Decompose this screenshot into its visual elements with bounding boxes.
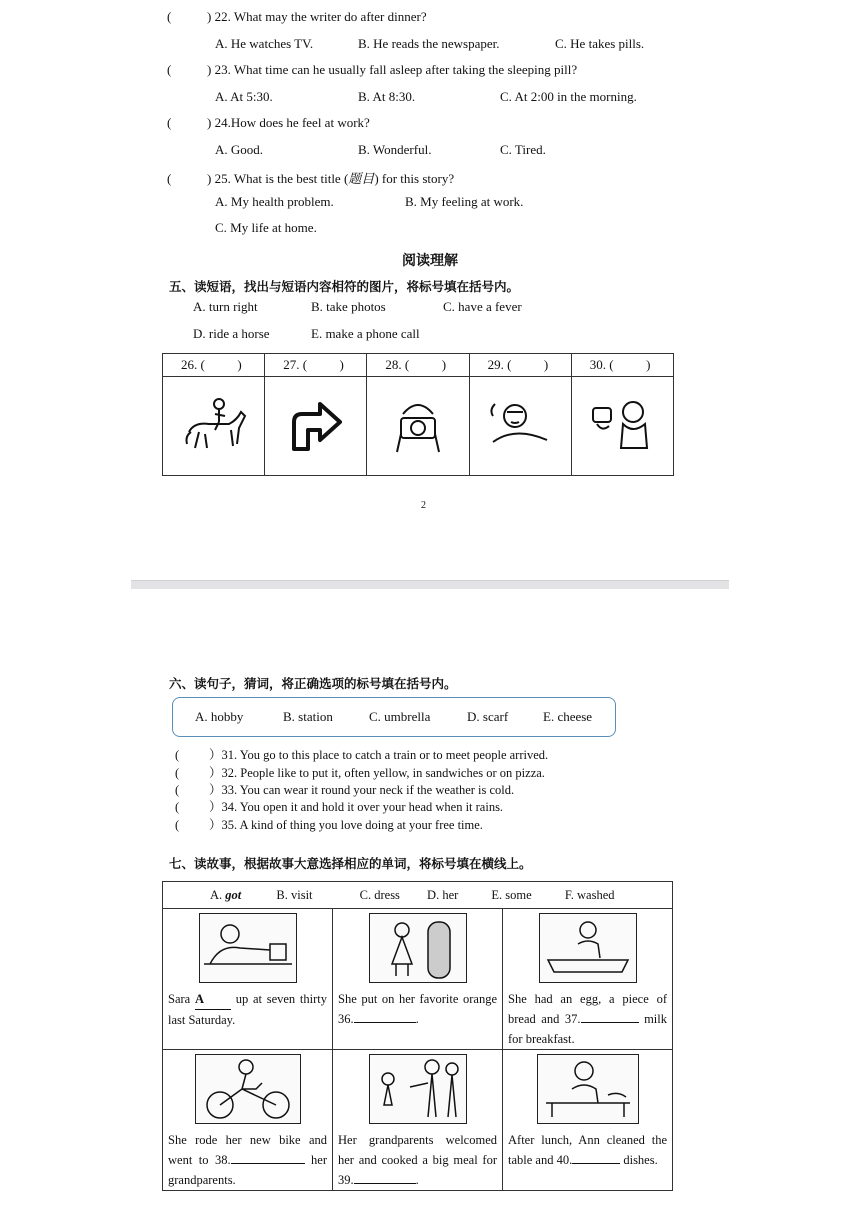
- story-table: [162, 881, 673, 1191]
- answer-blank-example: A: [195, 989, 231, 1010]
- word-option-a: A. hobby: [195, 709, 244, 724]
- horse-rider-image: [163, 377, 265, 476]
- sick-child-image: [469, 377, 571, 476]
- story-word-d: D. her: [427, 887, 459, 902]
- grandparents-image: [369, 1054, 467, 1124]
- question-32: ( ）32. People like to put it, often yellow, in sandwiches or on pizza.: [175, 766, 545, 780]
- word-option-e: E. cheese: [543, 709, 593, 724]
- reading-title: 阅读理解: [402, 253, 458, 269]
- girl-washing-image: [537, 1054, 639, 1124]
- girl-breakfast-image: [539, 913, 637, 983]
- story-cell-5: Her grandparents welcomed her and cooked a big meal for 39. .: [333, 1050, 503, 1191]
- phrase-c: C. have a fever: [443, 299, 522, 314]
- story-cell-4: She rode her new bike and went to 38. her grandparents.: [163, 1050, 333, 1191]
- section-6-heading: 六、读句子，猜词，将正确选项的标号填在括号内。: [169, 676, 457, 691]
- turn-right-arrow-image: [265, 377, 367, 476]
- answer-blank-36[interactable]: [354, 1022, 416, 1023]
- q23-option-b: B. At 8:30.: [358, 89, 416, 104]
- page-divider: [131, 580, 729, 589]
- question-23: ( ) 23. What time can he usually fall asleep after taking the sleeping pill?: [167, 62, 578, 77]
- word-bank-box: [172, 697, 616, 737]
- phrase-b: B. take photos: [311, 299, 386, 314]
- answer-blank-39[interactable]: [354, 1183, 416, 1184]
- word-option-c: C. umbrella: [369, 709, 431, 724]
- question-31: ( ）31. You go to this place to catch a train or to meet people arrived.: [175, 748, 549, 762]
- q25-option-c: C. My life at home.: [215, 220, 317, 235]
- story-word-f: F. washed: [564, 887, 615, 902]
- q22-option-b: B. He reads the newspaper.: [358, 36, 500, 51]
- q22-option-a: A. He watches TV.: [215, 36, 314, 51]
- phrase-a: A. turn right: [193, 299, 258, 314]
- q24-option-c: C. Tired.: [500, 142, 546, 157]
- page-number: 2: [421, 500, 426, 511]
- section-5-heading: 五、读短语，找出与短语内容相符的图片，将标号填在括号内。: [169, 279, 520, 294]
- word-option-d: D. scarf: [467, 709, 509, 724]
- q24-option-b: B. Wonderful.: [358, 142, 432, 157]
- story-cell-2: She put on her favorite orange 36. .: [333, 909, 503, 1050]
- answer-blank-38[interactable]: [231, 1163, 305, 1164]
- q23-option-c: C. At 2:00 in the morning.: [500, 89, 637, 104]
- section-7-heading: 七、读故事，根据故事大意选择相应的单词，将标号填在横线上。: [169, 856, 532, 871]
- girl-waking-image: [199, 913, 297, 983]
- story-cell-3: She had an egg, a piece of bread and 37. milk for breakfast.: [503, 909, 673, 1050]
- camera-man-image: [367, 377, 469, 476]
- q24-option-a: A. Good.: [215, 142, 264, 157]
- story-word-e: E. some: [491, 887, 532, 902]
- word-option-b: B. station: [283, 709, 333, 724]
- answer-cell-28[interactable]: 28. ( ): [367, 354, 469, 377]
- story-word-bank: [163, 882, 673, 909]
- phrase-e: E. make a phone call: [311, 326, 420, 341]
- story-word-a: A. got: [210, 887, 242, 902]
- q23-option-a: A. At 5:30.: [215, 89, 273, 104]
- question-22: ( ) 22. What may the writer do after dinner?: [167, 9, 427, 24]
- q22-option-c: C. He takes pills.: [555, 36, 645, 51]
- answer-blank-40[interactable]: [572, 1163, 620, 1164]
- phrase-d: D. ride a horse: [193, 326, 270, 341]
- story-cell-1: Sara A up at seven thirty last Saturday.: [163, 909, 333, 1050]
- question-33: ( ）33. You can wear it round your neck if the weather is cold.: [175, 783, 515, 797]
- answer-cell-26[interactable]: 26. ( ): [163, 354, 265, 377]
- question-24: ( ) 24.How does he feel at work?: [167, 115, 370, 130]
- story-cell-6: After lunch, Ann cleaned the table and 40. dishes.: [503, 1050, 673, 1191]
- answer-cell-27[interactable]: 27. ( ): [265, 354, 367, 377]
- girl-bike-image: [195, 1054, 301, 1124]
- answer-cell-29[interactable]: 29. ( ): [469, 354, 571, 377]
- question-25: ( ) 25. What is the best title (题目) for this story?: [167, 171, 455, 186]
- girl-dress-image: [369, 913, 467, 983]
- answer-cell-30[interactable]: 30. ( ): [571, 354, 673, 377]
- answer-blank-37[interactable]: [581, 1022, 639, 1023]
- phone-call-image: [571, 377, 673, 476]
- picture-match-table: [162, 353, 674, 476]
- story-word-c: C. dress: [359, 887, 400, 902]
- q25-option-a: A. My health problem.: [215, 194, 334, 209]
- question-35: ( ）35. A kind of thing you love doing at your free time.: [175, 818, 483, 832]
- question-34: ( ）34. You open it and hold it over your head when it rains.: [175, 800, 504, 814]
- story-word-b: B. visit: [276, 887, 313, 902]
- q25-option-b: B. My feeling at work.: [405, 194, 524, 209]
